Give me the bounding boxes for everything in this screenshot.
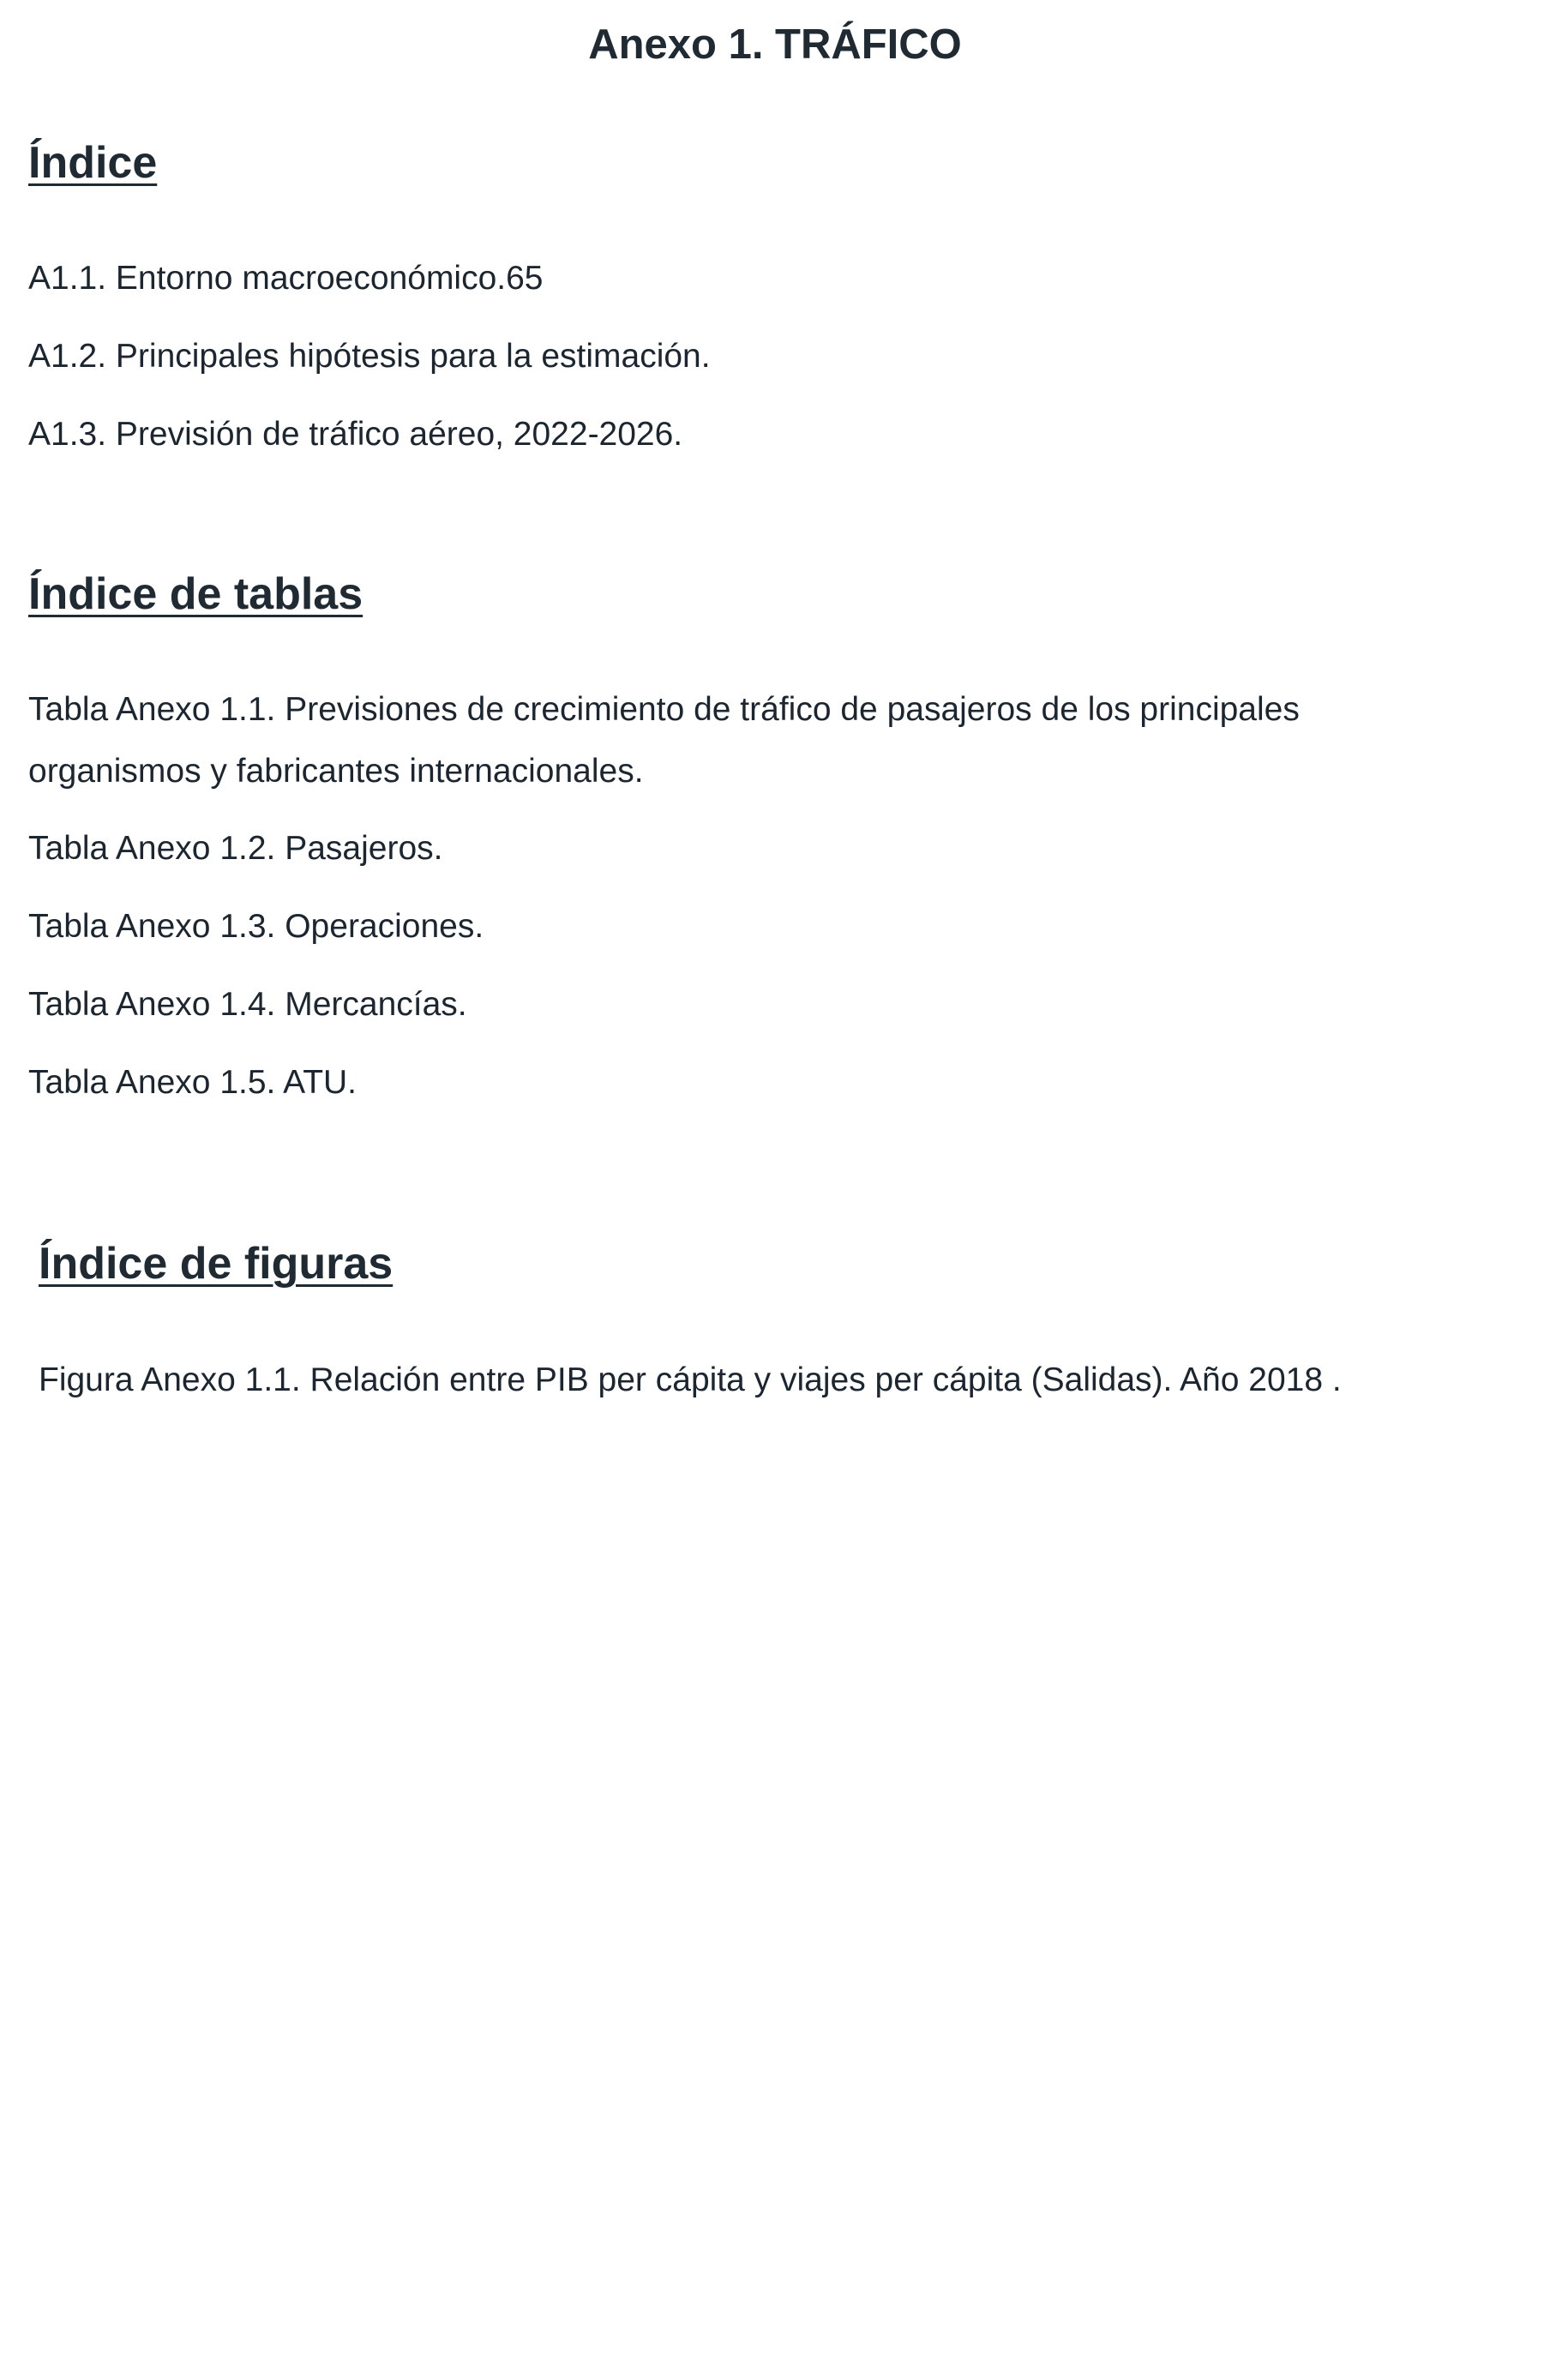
index-item-a1-2: A1.2. Principales hipótesis para la estimación.: [28, 338, 711, 375]
index-item-a1-1: A1.1. Entorno macroeconómico.65: [28, 260, 544, 297]
document-title: Anexo 1. TRÁFICO: [588, 21, 962, 68]
tables-index-item-1-2: Tabla Anexo 1.2. Pasajeros.: [28, 830, 443, 867]
figures-index-heading: Índice de figuras: [39, 1239, 394, 1289]
tables-index-item-1-1: Tabla Anexo 1.1. Previsiones de crecimiento de tráfico de pasajeros de los principales organismos y fabricantes internacionales.: [28, 691, 1300, 790]
tables-index-item-1-5: Tabla Anexo 1.5. ATU.: [28, 1064, 357, 1101]
tables-index-item-1-3: Tabla Anexo 1.3. Operaciones.: [28, 908, 484, 945]
tables-index-item-1-4: Tabla Anexo 1.4. Mercancías.: [28, 986, 467, 1023]
index-item-a1-3: A1.3. Previsión de tráfico aéreo, 2022-2026.: [28, 416, 683, 453]
figures-index-item-1-1: Figura Anexo 1.1. Relación entre PIB per cápita y viajes per cápita (Salidas). Año 2018 .: [39, 1361, 1342, 1398]
index-heading: Índice: [28, 138, 158, 188]
tables-index-heading: Índice de tablas: [28, 569, 363, 619]
